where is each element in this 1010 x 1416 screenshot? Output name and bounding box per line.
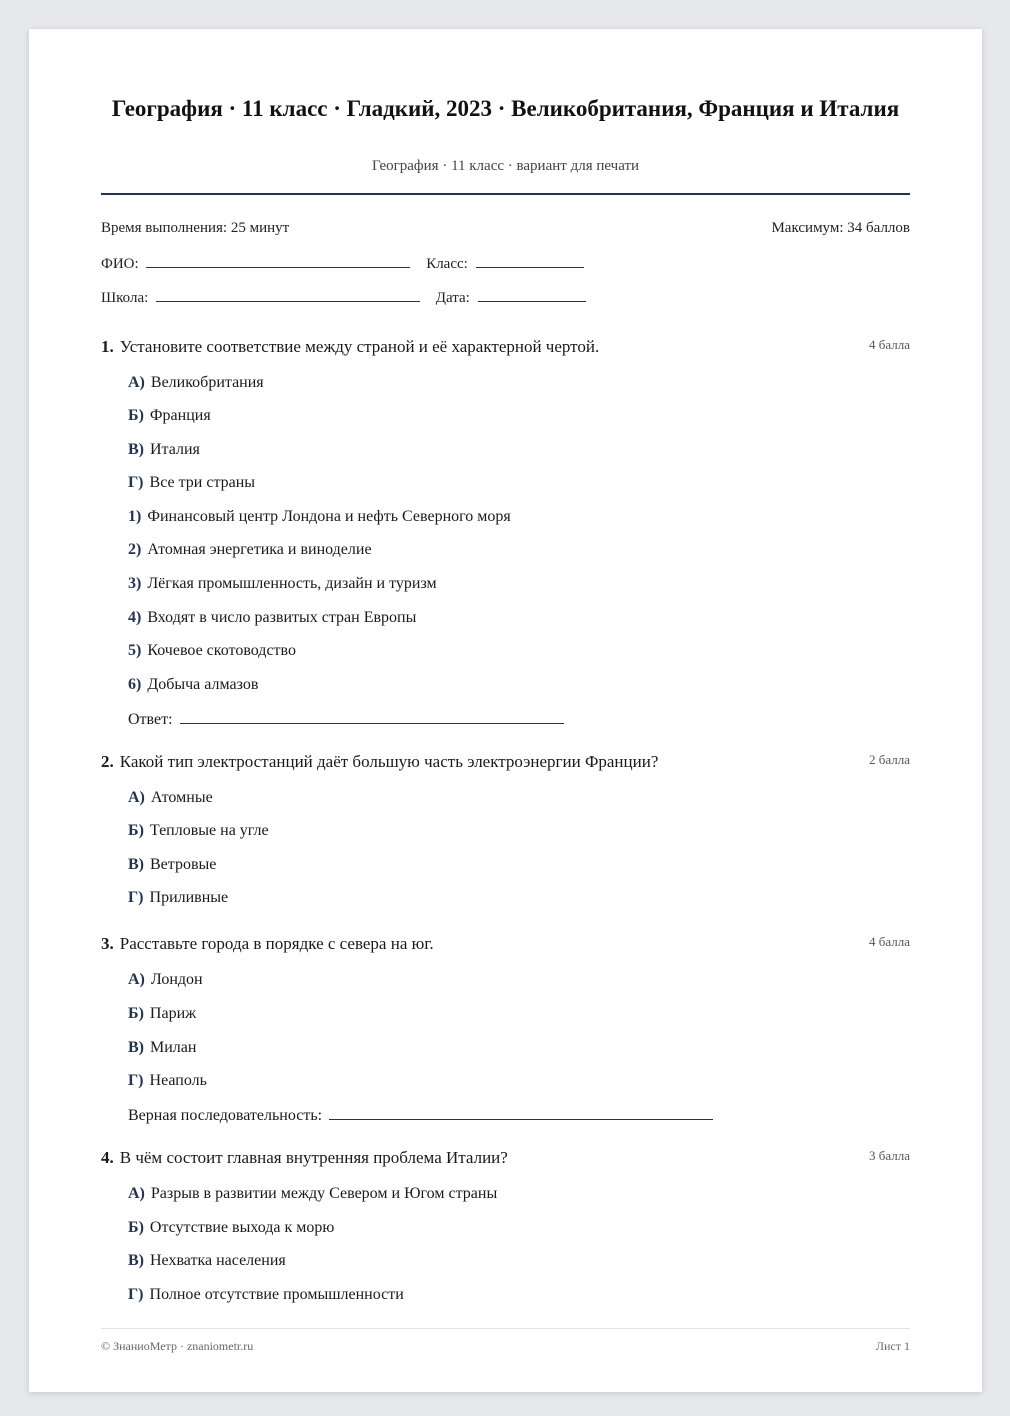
option-text: Финансовый центр Лондона и нефть Северного моря	[147, 508, 511, 525]
question-number: 1.	[101, 337, 114, 356]
option-label: 5)	[128, 642, 142, 659]
option-b[interactable]	[128, 1004, 196, 1024]
option-a[interactable]	[128, 1184, 497, 1204]
footer-divider	[101, 1328, 910, 1329]
question-points: 2 балла	[869, 752, 910, 767]
date-label: Дата:	[435, 290, 470, 306]
question-1	[101, 337, 910, 728]
question-number: 3.	[101, 934, 114, 953]
question-text: Какой тип электростанций даёт большую часть электроэнергии Франции?	[119, 752, 659, 771]
page-subtitle: География · 11 класс · вариант для печати	[371, 158, 640, 174]
option-g[interactable]	[128, 1285, 404, 1305]
class-label: Класс:	[426, 256, 468, 272]
footer	[101, 1339, 910, 1354]
option-text: Милан	[150, 1039, 197, 1056]
question-text: Расставьте города в порядке с севера на юг.	[119, 934, 434, 953]
question-text: Установите соответствие между страной и её характерной чертой.	[119, 337, 600, 356]
answer-row	[128, 709, 564, 730]
option-b[interactable]	[128, 821, 269, 841]
option-label: В)	[128, 441, 144, 458]
question-2	[101, 752, 910, 906]
option-text: Италия	[150, 441, 200, 458]
option-text: Ветровые	[150, 856, 217, 873]
option-text: Все три страны	[149, 474, 256, 491]
question-header	[101, 934, 910, 954]
school-label: Школа:	[101, 290, 149, 306]
question-number: 4.	[101, 1148, 114, 1167]
option-text: Отсутствие выхода к морю	[149, 1219, 335, 1236]
page-number: Лист 1	[875, 1339, 910, 1353]
header-divider	[101, 193, 910, 195]
option-v[interactable]	[128, 1038, 196, 1058]
option-label: В)	[128, 1252, 144, 1269]
option-5[interactable]	[128, 641, 296, 661]
option-text: Приливные	[149, 889, 229, 906]
answer-row	[128, 1105, 713, 1126]
option-b[interactable]	[128, 406, 211, 426]
class-field[interactable]	[476, 253, 584, 268]
option-label: В)	[128, 856, 144, 873]
option-a[interactable]	[128, 373, 264, 393]
option-g[interactable]	[128, 1071, 207, 1091]
option-label: Б)	[128, 1219, 144, 1236]
question-text: В чём состоит главная внутренняя проблема Италии?	[119, 1148, 508, 1167]
option-text: Франция	[149, 407, 211, 424]
option-3[interactable]	[128, 574, 437, 594]
option-text: Атомная энергетика и виноделие	[147, 541, 372, 558]
question-header	[101, 1148, 910, 1168]
time-limit: Время выполнения: 25 минут	[101, 220, 290, 236]
option-label: 3)	[128, 575, 142, 592]
option-a[interactable]	[128, 970, 203, 990]
option-text: Лондон	[150, 971, 203, 988]
option-6[interactable]	[128, 675, 258, 695]
option-text: Разрыв в развитии между Севером и Югом страны	[150, 1185, 498, 1202]
option-text: Полное отсутствие промышленности	[149, 1286, 404, 1303]
option-label: Г)	[128, 889, 144, 906]
fio-field[interactable]	[146, 253, 410, 268]
worksheet-page	[29, 29, 982, 1392]
question-3	[101, 934, 910, 1124]
option-text: Неаполь	[149, 1072, 207, 1089]
option-text: Великобритания	[150, 374, 264, 391]
option-text: Лёгкая промышленность, дизайн и туризм	[147, 575, 437, 592]
option-label: 2)	[128, 541, 142, 558]
option-label: Б)	[128, 1005, 144, 1022]
option-a[interactable]	[128, 788, 213, 808]
option-label: 1)	[128, 508, 142, 525]
max-score: Максимум: 34 баллов	[771, 220, 910, 236]
option-label: 4)	[128, 609, 142, 626]
option-4[interactable]	[128, 608, 416, 628]
option-label: Б)	[128, 822, 144, 839]
option-label: Б)	[128, 407, 144, 424]
option-v[interactable]	[128, 440, 200, 460]
meta-time-row	[101, 220, 910, 237]
answer-label: Ответ:	[128, 711, 173, 728]
option-v[interactable]	[128, 855, 216, 875]
option-label: А)	[128, 789, 145, 806]
option-label: 6)	[128, 676, 142, 693]
question-header	[101, 752, 910, 772]
option-text: Атомные	[150, 789, 213, 806]
question-number: 2.	[101, 752, 114, 771]
meta-fio-row	[101, 253, 910, 273]
question-4	[101, 1148, 910, 1303]
option-label: Г)	[128, 474, 144, 491]
option-1[interactable]	[128, 507, 511, 527]
question-points: 4 балла	[869, 337, 910, 352]
school-field[interactable]	[156, 287, 420, 302]
answer-field[interactable]	[180, 709, 564, 724]
option-label: А)	[128, 971, 145, 988]
option-label: А)	[128, 1185, 145, 1202]
answer-label: Верная последовательность:	[128, 1107, 323, 1124]
option-text: Париж	[149, 1005, 197, 1022]
question-points: 3 балла	[869, 1148, 910, 1163]
option-v[interactable]	[128, 1251, 286, 1271]
option-text: Нехватка населения	[150, 1252, 286, 1269]
option-text: Входят в число развитых стран Европы	[147, 609, 417, 626]
answer-field[interactable]	[329, 1105, 713, 1120]
option-label: Г)	[128, 1072, 144, 1089]
option-text: Добыча алмазов	[147, 676, 259, 693]
option-text: Кочевое скотоводство	[147, 642, 296, 659]
footer-copyright: © ЗнаниоМетр · znaniometr.ru	[101, 1339, 254, 1353]
option-label: Г)	[128, 1286, 144, 1303]
option-g[interactable]	[128, 888, 228, 908]
option-g[interactable]	[128, 473, 255, 493]
date-field[interactable]	[478, 287, 586, 302]
option-b[interactable]	[128, 1218, 334, 1238]
fio-label: ФИО:	[101, 256, 139, 272]
meta-school-row	[101, 287, 910, 307]
option-2[interactable]	[128, 540, 372, 560]
option-label: А)	[128, 374, 145, 391]
option-text: Тепловые на угле	[149, 822, 269, 839]
page-title: География · 11 класс · Гладкий, 2023 · Великобритания, Франция и Италия	[111, 96, 900, 121]
option-label: В)	[128, 1039, 144, 1056]
question-points: 4 балла	[869, 934, 910, 949]
question-header	[101, 337, 910, 357]
